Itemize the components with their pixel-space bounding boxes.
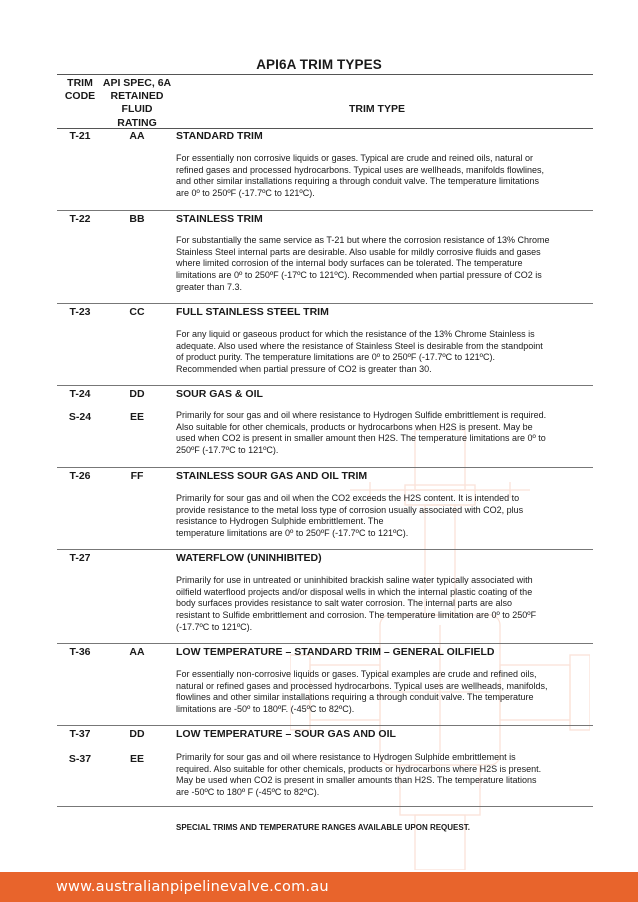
footer-website-link[interactable]: www.australianpipelinevalve.com.au xyxy=(56,879,329,895)
api-spec-rating: BB xyxy=(129,213,145,225)
description-line: Stainless Steel internal parts are desirable. Also usable for mildly corrosive fluids and gases xyxy=(176,246,541,257)
description-line: 250ºF (-17.7ºC to 121ºC). xyxy=(176,445,279,456)
trim-type-name: LOW TEMPERATURE – SOUR GAS AND OIL xyxy=(176,728,396,740)
trim-type-description xyxy=(176,575,588,634)
header-api-spec: API SPEC, 6A RETAINED FLUID RATING xyxy=(102,77,172,129)
trim-type-description xyxy=(176,752,588,799)
trim-code: T-23 xyxy=(69,306,91,318)
row-divider xyxy=(57,549,593,550)
api-spec-rating: AA xyxy=(129,130,145,142)
trim-type-description xyxy=(176,329,588,376)
description-line: (-17.7ºC to 121ºC). xyxy=(176,621,253,632)
trim-type-description xyxy=(176,235,588,294)
description-line: limitations are -50º to 180ºF. (-45ºC to 82ºC). xyxy=(176,704,355,715)
header-top-rule xyxy=(57,74,593,75)
description-line: body surfaces provides resistance to salt water corrosion. The internal parts are also xyxy=(176,598,512,609)
description-line: Primarily for sour gas and oil when the CO2 exceeds the H2S content. It is intended to xyxy=(176,493,520,503)
description-line: resistance to Hydrogen Sulphide embrittlement. The xyxy=(176,516,384,527)
trim-type-name: WATERFLOW (UNINHIBITED) xyxy=(176,552,322,564)
trim-code: S-37 xyxy=(68,753,92,765)
trim-type-name: STAINLESS TRIM xyxy=(176,213,263,225)
api-spec-rating: DD xyxy=(129,388,145,400)
row-divider xyxy=(57,385,593,386)
description-line: Primarily for sour gas and oil where resistance to Hydrogen Sulphide embrittlement is xyxy=(176,752,516,762)
trim-type-description xyxy=(176,493,588,540)
trim-code: T-37 xyxy=(69,728,91,740)
description-line: For any liquid or gaseous product for which the resistance of the 13% Chrome Stainless is xyxy=(176,329,535,339)
trim-type-description xyxy=(176,410,588,457)
description-line: refined gases and processed hydrocarbons. Typical uses are wellheads, manifolds flowlines, xyxy=(176,164,545,175)
trim-code: T-24 xyxy=(69,388,91,400)
description-line: For substantially the same service as T-21 but where the corrosion resistance of 13% Chrome xyxy=(176,235,550,245)
description-line: natural or refined gases and processed hydrocarbons. Typical uses are wellheads, manifolds, xyxy=(176,680,548,691)
description-line: For essentially non corrosive liquids or gases. Typical are crude and reined oils, natural or xyxy=(176,153,534,163)
trim-code: T-36 xyxy=(69,646,91,658)
row-divider xyxy=(57,643,593,644)
trim-code: T-27 xyxy=(69,552,91,564)
trim-type-name: STANDARD TRIM xyxy=(176,130,263,142)
api-spec-rating: FF xyxy=(130,470,144,482)
trim-code: S-24 xyxy=(68,411,92,423)
trim-code: T-26 xyxy=(69,470,91,482)
description-line: greater than 7.3. xyxy=(176,281,243,292)
description-line: of product purity. The temperature limitations are 0º to 250ºF (-17.7ºC to 121ºC). xyxy=(176,352,495,363)
description-line: required. Also suitable for other chemicals, products or hydrocarbons where H2S is present. xyxy=(176,763,542,774)
header-bottom-rule xyxy=(57,128,593,129)
api-spec-rating: DD xyxy=(129,728,145,740)
row-divider xyxy=(57,303,593,304)
description-line: are 0º to 250ºF (-17.7ºC to 121ºC). xyxy=(176,188,315,199)
description-line: are -50ºC to 180º F (-45ºC to 82ºC). xyxy=(176,787,320,798)
description-line: Primarily for sour gas and oil where resistance to Hydrogen Sulfide embrittlement is required. xyxy=(176,410,547,420)
trim-type-name: LOW TEMPERATURE – STANDARD TRIM – GENERAL OILFIELD xyxy=(176,646,495,658)
trim-code: T-21 xyxy=(69,130,91,142)
trim-type-name: STAINLESS SOUR GAS AND OIL TRIM xyxy=(176,470,368,482)
row-divider xyxy=(57,806,593,807)
api-spec-rating: CC xyxy=(129,306,145,318)
header-trim-code: TRIM CODE xyxy=(64,77,96,103)
api-spec-rating: AA xyxy=(129,646,145,658)
description-line: and other similar installations requiring a through conduit valve. The temperature limitations xyxy=(176,176,540,187)
description-line: adequate. Also used where the resistance of Stainless Steel is desirable from the standpoint xyxy=(176,340,543,351)
header-trim-type: TRIM TYPE xyxy=(348,103,405,115)
description-line: flowlines and other similar installations requiring a through conduit valve. The temperature xyxy=(176,692,534,703)
description-line: Primarily for use in untreated or uninhibited brackish saline water typically associated with xyxy=(176,575,533,585)
row-divider xyxy=(57,210,593,211)
trim-type-name: FULL STAINLESS STEEL TRIM xyxy=(176,306,329,318)
description-line: Recommended when partial pressure of CO2 is greater than 30. xyxy=(176,364,432,375)
api-spec-rating: EE xyxy=(129,753,144,765)
footer-bar xyxy=(0,872,638,902)
trim-type-description xyxy=(176,153,588,200)
description-line: Also suitable for other chemicals, products or hydrocarbons when H2S is present. May be xyxy=(176,421,533,432)
description-line: For essentially non-corrosive liquids or gases. Typical examples are crude and refined oils, xyxy=(176,669,537,679)
page-title: API6A TRIM TYPES xyxy=(256,57,382,72)
trim-code: T-22 xyxy=(69,213,91,225)
description-line: May be used when CO2 is present in smaller amounts than H2S. The temperature litations xyxy=(176,775,537,786)
trim-type-name: SOUR GAS & OIL xyxy=(176,388,263,400)
description-line: oilfield waterflood projects and/or disposal wells in which the internal plastic coating of the xyxy=(176,586,533,597)
special-trims-note: SPECIAL TRIMS AND TEMPERATURE RANGES AVAILABLE UPON REQUEST. xyxy=(176,823,470,832)
description-line: provide resistance to the metal loss type of corrosion usually associated with CO2, plus xyxy=(176,504,524,515)
trim-type-description xyxy=(176,669,588,716)
description-line: limitations are 0º to 250ºF (-17ºC to 121ºC). Recommended when partial pressure of CO2 is xyxy=(176,270,542,281)
description-line: where limited corrosion of the internal body surfaces can be tolerated. The temperature xyxy=(176,258,523,269)
row-divider xyxy=(57,467,593,468)
description-line: used when CO2 is present in smaller amount then H2S. The temperature limitations are 0º to xyxy=(176,433,546,444)
api-spec-rating: EE xyxy=(129,411,144,423)
description-line: temperature limitations are 0º to 250ºF (-17.7ºC to 121ºC). xyxy=(176,528,409,539)
description-line: resistant to Sulfide embrittlement and corrosion. The temperature limitation are 0º to 250ºF xyxy=(176,610,537,621)
row-divider xyxy=(57,725,593,726)
